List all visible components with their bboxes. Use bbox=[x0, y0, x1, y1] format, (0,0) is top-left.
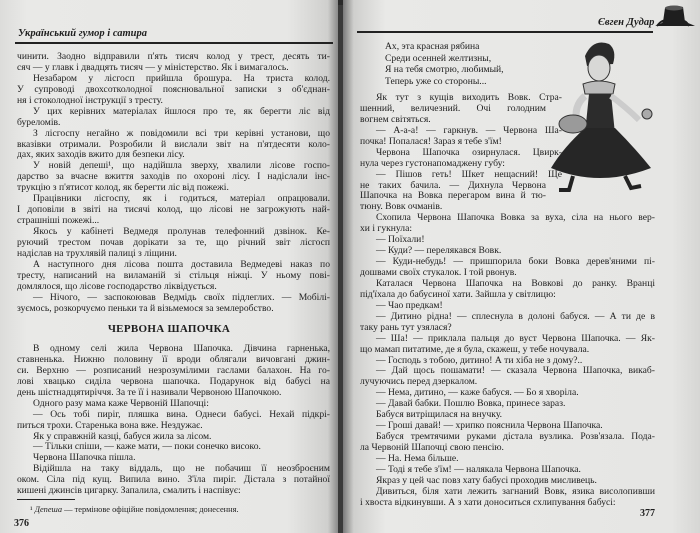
paragraph bbox=[360, 432, 655, 454]
text-line: лучуючись перед дзеркалом. bbox=[360, 376, 478, 388]
paragraph bbox=[17, 344, 330, 399]
paragraph bbox=[360, 126, 655, 148]
paragraph bbox=[17, 464, 330, 497]
text-line: домлялося, що лісове господарство ліквідується. bbox=[17, 280, 217, 292]
text-line: Схопила Червона Шапочка Вовка за вуха, сіла на нього вер- bbox=[376, 212, 655, 224]
footnote bbox=[30, 505, 239, 514]
text-line: хи і гукнула: bbox=[360, 223, 413, 235]
text-line: Як тут з кущів виходить Вовк. Стра- bbox=[376, 92, 562, 103]
text-line: тресту, написаний на виламаній зі стільця ніжці. У ньому пові- bbox=[17, 269, 330, 281]
header-rule bbox=[357, 31, 653, 33]
text-line: дах, яких заходів вжито для безпеки лісу. bbox=[17, 149, 185, 161]
text-line: дарство за вчасне вжиття заходів по охороні лісу. І надіслали інс- bbox=[17, 171, 330, 183]
text-line: си. Верхню — розписаний незрозумілими гаслами балахон. На го- bbox=[17, 364, 330, 376]
text-line: ла Червоній Шапочці свою пенсію. bbox=[360, 442, 504, 453]
paragraph bbox=[17, 74, 330, 107]
poem-line: Ах, эта красная рябина bbox=[385, 41, 480, 52]
poem-line: Я на тебя смотрю, любимый, bbox=[385, 64, 504, 76]
text-line: — Ось тобі пиріг, пляшка вина. Однеси бабусі. Нехай підкрі- bbox=[33, 408, 330, 420]
text-line: Дивиться, біля хати лежить загнаний Вовк, язика висолопивши bbox=[376, 485, 655, 497]
text-line: У супроводі двохсотколодної пояснювальної записки з об'єднан- bbox=[17, 83, 330, 95]
text-line: Червона Шапочка пішла. bbox=[33, 452, 136, 464]
poem-epigraph bbox=[385, 41, 504, 87]
text-line: — Поїхали! bbox=[376, 234, 425, 246]
text-line: не таких бачила. — Дихнула Червона bbox=[360, 179, 546, 191]
text-line: І доповіли в звіті на тисячі колод, що лісові не загрожують най- bbox=[17, 204, 330, 216]
paragraph bbox=[360, 257, 655, 279]
left-page bbox=[0, 0, 338, 533]
text-line: ставненька. Нижню половину її вроди облягали вичовгані джин- bbox=[17, 353, 330, 365]
text-line: вказівки отримали. Розробили й вислали звіт на п'ятдесяти коло- bbox=[17, 138, 330, 150]
text-line: У цих керівних матеріалах йшлося про те, як берегти ліс від bbox=[33, 105, 330, 117]
text-line: Працівники лісгоспу, як і годиться, матеріал опрацювали. bbox=[33, 193, 330, 205]
paragraph bbox=[17, 161, 330, 194]
text-line: — Дай щось пошамати! — сказала Червона Шапочка, викаб- bbox=[376, 365, 655, 377]
paragraph bbox=[17, 293, 330, 315]
text-line: сяч — у главк і двадцять тисяч — у міністерство. Як і вимагалось. bbox=[17, 61, 289, 73]
footnote-term: Депеша bbox=[34, 505, 63, 514]
tree-stump-icon bbox=[653, 2, 697, 28]
paragraph bbox=[17, 399, 330, 410]
body-text bbox=[360, 93, 655, 509]
poem-line: Теперь уже со стороны... bbox=[385, 75, 487, 87]
text-line: Одного разу мама каже Червоній Шапочці: bbox=[33, 397, 209, 409]
paragraph bbox=[17, 227, 330, 260]
paragraph bbox=[17, 260, 330, 293]
paragraph bbox=[360, 148, 655, 170]
running-head-author: Євген Дудар bbox=[598, 17, 655, 28]
text-line: — Куди? — перелякався Вовк. bbox=[376, 245, 502, 257]
text-line: Відійшла на таку віддаль, що не побачиш її неозброєним bbox=[33, 463, 330, 475]
page-number: 376 bbox=[14, 518, 29, 529]
text-line: Незабаром у лісгосп прийшла брошура. На триста колод. bbox=[33, 72, 330, 84]
text-line: — Господь з тобою, дитино! А ти хіба не з дому?.. bbox=[376, 354, 583, 366]
paragraph bbox=[17, 129, 330, 162]
running-head: Український гумор і сатира bbox=[18, 28, 147, 39]
paragraph bbox=[17, 52, 330, 74]
text-line: що мамап питатиме, де я була, скажеш, у тебе ночувала. bbox=[360, 343, 590, 355]
text-line: лові хвацько сиділа червона шапочка. Подарунок від бабусі на bbox=[17, 375, 330, 387]
paragraph bbox=[360, 170, 655, 214]
text-line: — Тільки спіши, — каже мати, — поки сонечко високо. bbox=[33, 441, 261, 453]
text-line: — Ша! — приклала пальця до вуст Червона Шапочка. — Як- bbox=[376, 332, 655, 344]
text-line: трукцію з п'ятисот колод, як берегти ліс від пожежі. bbox=[17, 182, 229, 194]
header-rule bbox=[15, 42, 333, 44]
text-line: надіслав на трухлявій палиці з ліщини. bbox=[17, 247, 177, 259]
text-line: — Пішов геть! Шкет нещасний! Ще bbox=[376, 168, 562, 180]
text-line: Бабуся тремтячими руками дістала вузлика. Розв'язала. Пода- bbox=[376, 431, 655, 443]
story-title: ЧЕРВОНА ШАПОЧКА bbox=[107, 323, 231, 335]
poem-line: Среди осенней желтизны, bbox=[385, 52, 492, 64]
text-line: ня і стоколодної інструкції з тресту. bbox=[17, 94, 163, 106]
text-line: — Дитино рідна! — сплеснула в долоні бабуся. — А ти де в bbox=[376, 310, 655, 322]
text-line: шенний, величезний. Очі голодним bbox=[360, 102, 546, 114]
paragraph bbox=[360, 366, 655, 388]
text-line: Бабуся витріщилася на внучку. bbox=[376, 409, 503, 421]
text-line: — Гроші давай! — хрипко пояснила Червона Шапочка. bbox=[376, 420, 603, 432]
text-line: А наступного дня лісова пошта доставила Ведмедеві наказ по bbox=[33, 258, 330, 270]
text-line: З лісгоспу негайно ж повідомили всі три керівні установи, що bbox=[33, 127, 330, 139]
text-line: чинити. Заодно відправили п'ять тисяч колод у трест, десять ти- bbox=[17, 51, 330, 62]
paragraph bbox=[360, 279, 655, 301]
paragraph bbox=[360, 312, 655, 334]
text-line: — Куди-небудь! — пришпорила боки Вовка дерев'яними пі- bbox=[376, 256, 655, 268]
text-line: В одному селі жила Червона Шапочка. Дівчина гарненька, bbox=[33, 343, 330, 354]
text-line: день шістнадцятиріччя. За те її і називали Червоною Шапочкою. bbox=[17, 386, 282, 398]
text-line: нула через густонапомаджену губу: bbox=[360, 157, 505, 169]
text-line: таку рань тут узялася? bbox=[360, 321, 452, 333]
body-text-after-title bbox=[17, 344, 330, 497]
right-page bbox=[343, 0, 700, 533]
text-line: почка! Попалася! Зараз я тебе з'їм! bbox=[360, 135, 502, 147]
text-line: Як у справжній казці, бабуся жила за лісом. bbox=[33, 430, 212, 442]
text-line: страшніші пожежі... bbox=[17, 215, 100, 227]
paragraph bbox=[360, 334, 655, 356]
footnote-mark: ¹ bbox=[30, 505, 33, 514]
text-line: Червона Шапочка озирнулася. Цвирк- bbox=[376, 146, 562, 158]
text-line: кишені джинсів цигарку. Запалила, смалить і наспівує: bbox=[17, 485, 241, 497]
text-line: У новій депеші¹, що надійшла зверху, хвалили лісове госпо- bbox=[33, 160, 330, 172]
text-line: під'їхала до бабусиної хати. Зайшла у світлицю: bbox=[360, 288, 556, 300]
text-line: зуємось, розкорчуємо пеньки та й візьмемося за землеробство. bbox=[17, 302, 274, 314]
text-line: — А-а-а! — гаркнув. — Червона Ша- bbox=[376, 124, 562, 136]
body-text-before-title bbox=[17, 52, 330, 315]
text-line: — На. Нема більше. bbox=[376, 452, 459, 464]
text-line: — Нема, дитино, — каже бабуся. — Бо я хворіла. bbox=[376, 387, 579, 399]
text-line: Шапочка на Вовка перегаром вина й тю- bbox=[360, 190, 546, 202]
text-line: — Тоді я тебе з'їм! — налякала Червона Шапочка. bbox=[376, 463, 581, 475]
text-line: оком. Сіла під кущ. Випила вино. З'їла пиріг. Дістала з потайної bbox=[17, 474, 330, 486]
paragraph bbox=[360, 213, 655, 235]
text-line: дошвами своїх стукалок. І той рвонув. bbox=[360, 267, 517, 278]
page-number: 377 bbox=[640, 508, 655, 519]
footnote-rule bbox=[17, 499, 75, 500]
paragraph bbox=[17, 107, 330, 129]
text-line: питься трохи. Старенька вона вже. Нездужає. bbox=[17, 419, 203, 431]
text-line: руючий трестом почав дорікати за те, що річний звіт лісгосп bbox=[17, 236, 330, 248]
footnote-definition: — термінове офіційне повідомлення; донесення. bbox=[62, 505, 239, 514]
paragraph bbox=[360, 487, 655, 509]
text-line: Якось у кабінеті Ведмедя пролунав телефонний дзвінок. Ке- bbox=[33, 226, 330, 237]
text-line: — Давай бабки. Пошлю Вовка, принесе зараз. bbox=[376, 398, 566, 410]
text-line: буреломів. bbox=[17, 116, 61, 128]
text-line: — Чао предкам! bbox=[376, 299, 443, 311]
text-line: Каталася Червона Шапочка на Вовкові до ранку. Вранці bbox=[376, 277, 655, 289]
text-line: тюну. Вовк очманів. bbox=[360, 201, 443, 213]
text-line: Якраз у цей час повз хату бабусі проходив мисливець. bbox=[376, 474, 597, 486]
paragraph bbox=[360, 93, 655, 126]
paragraph bbox=[17, 194, 330, 227]
paragraph bbox=[17, 410, 330, 432]
text-line: — Нічого, — заспокоював Ведмідь своїх підлеглих. — Мобілі- bbox=[33, 291, 330, 303]
text-line: і хвоста відкинувши. А з хати доноситься схлипування бабусі: bbox=[360, 496, 616, 508]
text-line: вогнем світяться. bbox=[360, 113, 431, 125]
